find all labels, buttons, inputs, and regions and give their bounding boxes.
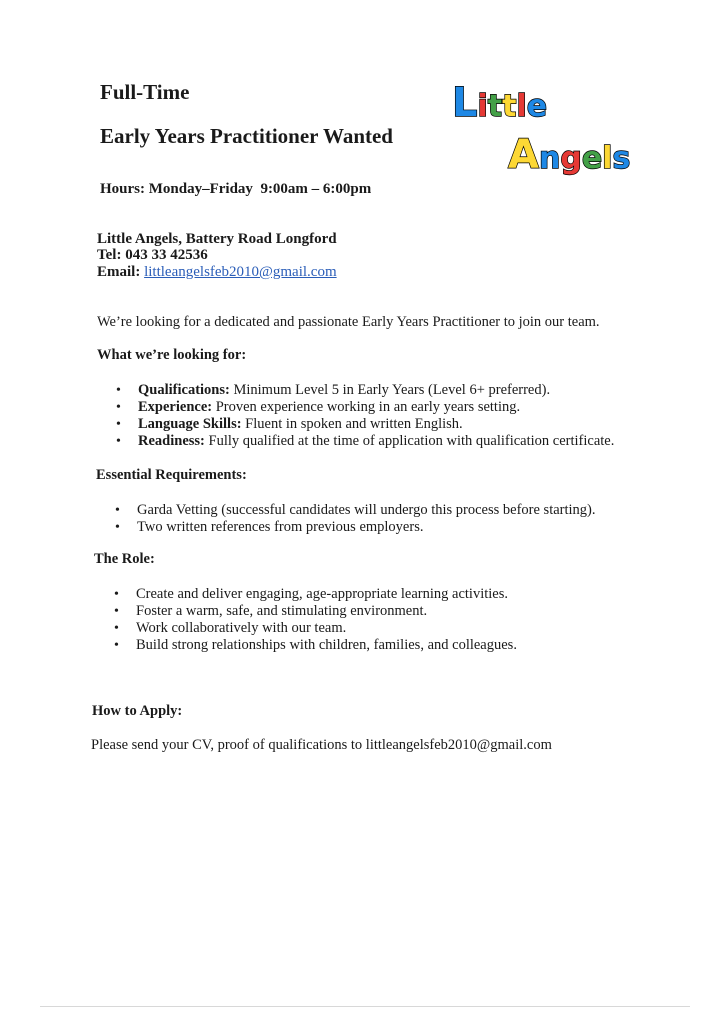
looking-for-list bbox=[114, 382, 614, 450]
list-item: • Experience: Proven experience working in an early years setting. bbox=[114, 399, 614, 416]
job-title: Early Years Practitioner Wanted bbox=[100, 124, 393, 148]
contact-email-label: Email: bbox=[97, 264, 141, 280]
looking-for-heading: What we’re looking for: bbox=[97, 347, 247, 363]
apply-text: Please send your CV, proof of qualifications to littleangelsfeb2010@gmail.com bbox=[91, 737, 552, 753]
contact-email-link[interactable]: littleangelsfeb2010@gmail.com bbox=[144, 264, 337, 280]
list-item: • Create and deliver engaging, age-appropriate learning activities. bbox=[112, 586, 517, 603]
list-item: • Language Skills: Fluent in spoken and written English. bbox=[114, 416, 614, 433]
apply-heading: How to Apply: bbox=[92, 703, 183, 719]
contact-tel: Tel: 043 33 42536 bbox=[97, 247, 208, 263]
role-list bbox=[112, 586, 517, 654]
requirements-list bbox=[113, 502, 596, 536]
list-item: • Build strong relationships with children, families, and colleagues. bbox=[112, 637, 517, 654]
list-item: • Two written references from previous employers. bbox=[113, 519, 596, 536]
little-angels-logo bbox=[450, 72, 640, 182]
list-item: • Foster a warm, safe, and stimulating environment. bbox=[112, 603, 517, 620]
list-item: • Garda Vetting (successful candidates will undergo this process before starting). bbox=[113, 502, 596, 519]
hours-days: Hours: Monday–Friday bbox=[100, 181, 253, 197]
hours-line bbox=[100, 181, 371, 198]
hours-times: 9:00am – 6:00pm bbox=[260, 181, 372, 197]
logo-word-little: Little bbox=[452, 80, 548, 126]
job-type-title: Full-Time bbox=[100, 80, 190, 104]
role-heading: The Role: bbox=[94, 551, 155, 567]
intro-text: We’re looking for a dedicated and passionate Early Years Practitioner to join our team. bbox=[97, 314, 600, 330]
contact-email-line bbox=[97, 264, 337, 281]
list-item: • Qualifications: Minimum Level 5 in Early Years (Level 6+ preferred). bbox=[114, 382, 614, 399]
logo-word-angels: Angels bbox=[508, 132, 631, 178]
scan-edge-divider bbox=[40, 1006, 690, 1007]
list-item: • Readiness: Fully qualified at the time of application with qualification certificate. bbox=[114, 433, 614, 450]
contact-address: Little Angels, Battery Road Longford bbox=[97, 231, 337, 247]
list-item: • Work collaboratively with our team. bbox=[112, 620, 517, 637]
requirements-heading: Essential Requirements: bbox=[96, 467, 247, 483]
